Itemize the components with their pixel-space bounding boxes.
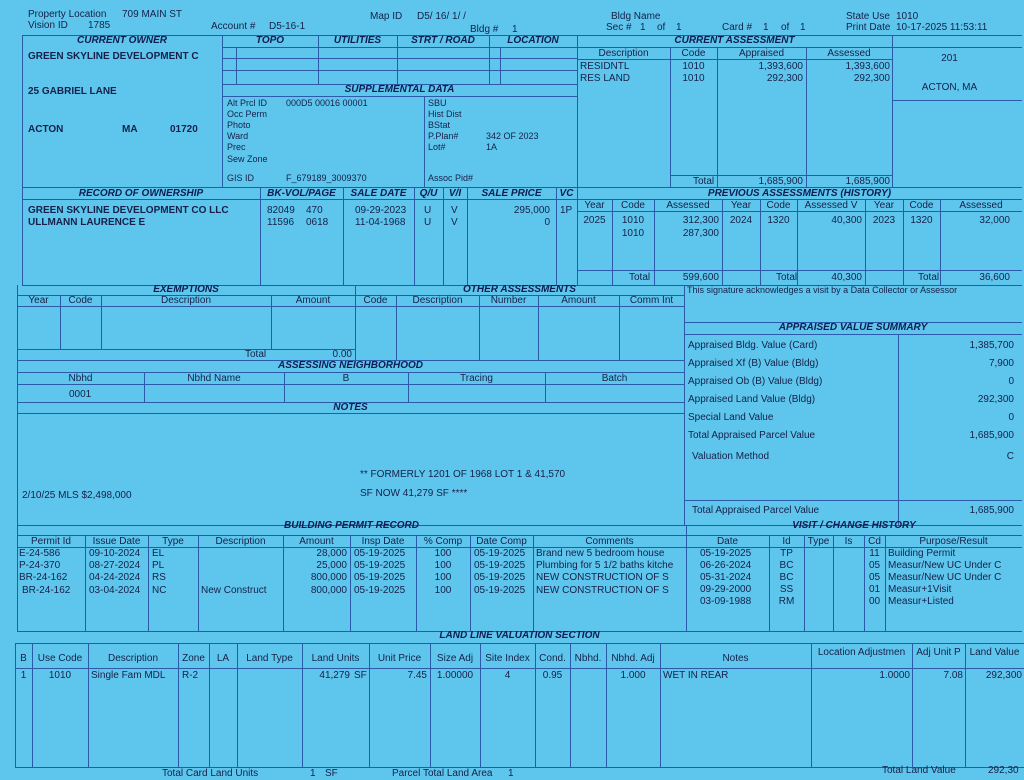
bldg-number: 1 xyxy=(512,24,518,35)
owner-state: MA xyxy=(122,124,138,135)
permit-date-comp: 05-19-2025 xyxy=(474,572,526,583)
permit-amount: 25,000 xyxy=(316,560,347,571)
bldg-name-label: Bldg Name xyxy=(611,11,661,22)
other-col-description: Description xyxy=(412,295,463,306)
prev-assessed: 32,000 xyxy=(979,215,1010,226)
land-col: Size Adj xyxy=(436,653,474,664)
prev-year: 2023 xyxy=(872,215,896,226)
ca-row-code: 1010 xyxy=(682,73,705,84)
ca-total-assessed: 1,685,900 xyxy=(845,176,890,187)
visit-col: Purpose/Result xyxy=(919,536,988,547)
permit-type: EL xyxy=(152,548,165,559)
land-col: Adj Unit P xyxy=(916,647,961,658)
land-col: LA xyxy=(216,653,230,664)
state-use-label: State Use xyxy=(846,11,890,22)
permits-heading: BUILDING PERMIT RECORD xyxy=(284,520,419,531)
sbu-label: SBU xyxy=(428,98,447,108)
ownership-bk: 82049 xyxy=(267,205,295,216)
ownership-date: 09-29-2023 xyxy=(355,205,407,216)
summary-label: Appraised Bldg. Value (Card) xyxy=(688,340,818,351)
pplan-label: P.Plan# xyxy=(428,131,459,141)
prev-total-label: Total xyxy=(776,272,798,283)
visits-heading: VISIT / CHANGE HISTORY xyxy=(792,520,916,531)
summary-value: C xyxy=(1006,451,1014,462)
visit-purpose: Measur+Listed xyxy=(888,596,954,607)
prev-total: 599,600 xyxy=(682,272,719,283)
gis-id-label: GIS ID xyxy=(227,173,255,183)
permit-comments: NEW CONSTRUCTION OF S xyxy=(536,585,669,596)
ca-row-code: 1010 xyxy=(682,61,705,72)
land-notes: WET IN REAR xyxy=(663,670,729,681)
permit-col: Amount xyxy=(299,536,334,547)
summary-label: Appraised Ob (B) Value (Bldg) xyxy=(688,376,823,387)
ca-total-label: Total xyxy=(693,176,715,187)
ownership-page: 0618 xyxy=(306,217,329,228)
summary-value: 292,300 xyxy=(977,394,1014,405)
summary-value: 0 xyxy=(1008,376,1014,387)
land-size-adj: 1.00000 xyxy=(436,670,474,681)
permit-amount: 28,000 xyxy=(316,548,347,559)
prev-year: 2024 xyxy=(729,215,753,226)
summary-label: Appraised Land Value (Bldg) xyxy=(688,394,816,405)
exemptions-col-amount: Amount xyxy=(295,295,331,306)
visit-date: 06-26-2024 xyxy=(700,560,752,571)
visit-cd: 01 xyxy=(868,584,881,595)
prev-code: 1320 xyxy=(910,215,933,226)
ownership-price: 295,000 xyxy=(513,205,550,216)
prev-col-code: Code xyxy=(621,200,645,211)
owner-name: GREEN SKYLINE DEVELOPMENT C xyxy=(28,51,199,62)
alt-prcl-id: 000D5 00016 00001 xyxy=(286,98,368,108)
photo-label: Photo xyxy=(227,120,251,130)
account-number: D5-16-1 xyxy=(269,21,306,32)
land-col: Cond. xyxy=(539,653,566,664)
ownership-qu: U xyxy=(424,217,432,228)
current-owner-heading: CURRENT OWNER xyxy=(77,35,167,46)
utilities-heading: UTILITIES xyxy=(333,35,382,46)
visit-purpose: Measur+1Visit xyxy=(888,584,952,595)
ownership-vc: 1P xyxy=(560,205,573,216)
land-col: Nbhd. xyxy=(574,653,602,664)
owner-address: 25 GABRIEL LANE xyxy=(28,86,117,97)
visit-id: TP xyxy=(780,548,793,559)
notes-line1: ** FORMERLY 1201 OF 1968 LOT 1 & 41,570 xyxy=(360,469,566,480)
permit-type: NC xyxy=(152,585,167,596)
summary-value: 1,685,900 xyxy=(969,430,1014,441)
ca-total-appraised: 1,685,900 xyxy=(758,176,803,187)
ownership-col-sale-price: SALE PRICE xyxy=(481,188,542,199)
permit-comp: 100 xyxy=(434,572,452,583)
lot-label: Lot# xyxy=(428,142,446,152)
ownership-bk: 11596 xyxy=(267,217,295,228)
vision-id: 1785 xyxy=(88,20,111,31)
ownership-date: 11-04-1968 xyxy=(355,217,406,228)
land-col: Nbhd. Adj xyxy=(611,653,655,664)
land-value: 292,300 xyxy=(985,670,1022,681)
visit-date: 05-31-2024 xyxy=(700,572,752,583)
summary-label: Special Land Value xyxy=(688,412,774,423)
strt-road-heading: STRT / ROAD xyxy=(411,35,475,46)
permit-date-comp: 05-19-2025 xyxy=(474,560,526,571)
permit-insp: 05-19-2025 xyxy=(354,560,406,571)
exemptions-col-year: Year xyxy=(28,295,49,306)
ownership-vi: V xyxy=(451,205,458,216)
visit-cd: 11 xyxy=(869,548,880,559)
ownership-col-bkvol: BK-VOL/PAGE xyxy=(267,188,336,199)
parcel-total-land-area: 1 xyxy=(508,768,514,779)
permit-type: RS xyxy=(152,572,166,583)
permit-col: % Comp xyxy=(423,536,463,547)
visit-id: BC xyxy=(779,572,794,583)
permit-comments: NEW CONSTRUCTION OF S xyxy=(536,572,669,583)
visit-cd: 00 xyxy=(868,596,881,607)
sec-of: 1 xyxy=(676,22,682,33)
exemptions-col-code: Code xyxy=(68,295,93,306)
visit-cd: 05 xyxy=(868,572,881,583)
total-card-land-units-label: Total Card Land Units xyxy=(162,768,259,779)
land-units: 41,279 xyxy=(319,670,350,681)
permit-comments: Brand new 5 bedroom house xyxy=(536,548,665,559)
vision-id-label: Vision ID xyxy=(28,20,68,31)
summary-total-label: Total Appraised Parcel Value xyxy=(692,505,820,516)
other-col-number: Number xyxy=(490,295,527,306)
total-land-value-label: Total Land Value xyxy=(882,765,956,776)
permit-issue: 08-27-2024 xyxy=(89,560,141,571)
land-unit-price: 7.45 xyxy=(407,670,427,681)
ca-row-assessed: 292,300 xyxy=(853,73,890,84)
permit-issue: 04-24-2024 xyxy=(89,572,141,583)
land-col: Description xyxy=(107,653,159,664)
prev-col-code: Code xyxy=(909,200,934,211)
summary-total: 1,685,900 xyxy=(969,505,1014,516)
map-id: D5/ 16/ 1/ / xyxy=(417,11,466,22)
neighborhood-heading: ASSESSING NEIGHBORHOOD xyxy=(277,360,424,371)
prev-assessed: 40,300 xyxy=(831,215,862,226)
permit-col: Insp Date xyxy=(361,536,405,547)
land-col: Land Value xyxy=(969,647,1020,658)
sec-of-label: of xyxy=(657,22,666,33)
prev-year: 2025 xyxy=(583,215,606,226)
permit-col: Type xyxy=(162,536,184,547)
other-col-comm-int: Comm Int xyxy=(629,295,674,306)
summary-value: 0 xyxy=(1008,412,1014,423)
prev-col-assessed: Assessed xyxy=(666,200,710,211)
visit-id: BC xyxy=(779,560,794,571)
visit-col: Type xyxy=(807,536,830,547)
ca-side-number: 201 xyxy=(941,53,958,64)
nbhd-col-b: B xyxy=(342,373,350,384)
land-col: Zone xyxy=(182,653,205,664)
visit-date: 09-29-2000 xyxy=(700,584,752,595)
notes-heading: NOTES xyxy=(333,402,368,413)
card-number: 1 xyxy=(763,22,769,33)
summary-label: Appraised Xf (B) Value (Bldg) xyxy=(688,358,819,369)
state-use: 1010 xyxy=(896,11,919,22)
land-col: Location Adjustmen xyxy=(817,647,906,658)
ca-col-appraised: Appraised xyxy=(738,48,785,59)
ownership-qu: U xyxy=(424,205,432,216)
ownership-col-vi: V/I xyxy=(448,188,462,199)
map-id-label: Map ID xyxy=(370,11,403,22)
land-cond: 0.95 xyxy=(542,670,563,681)
current-assessment-heading: CURRENT ASSESSMENT xyxy=(674,35,795,46)
visit-col: Is xyxy=(844,536,853,547)
prev-assessed: 312,300 xyxy=(682,215,719,226)
appraised-summary-heading: APPRAISED VALUE SUMMARY xyxy=(778,322,928,333)
visit-date: 03-09-1988 xyxy=(700,596,752,607)
other-assessments-heading: OTHER ASSESSMENTS xyxy=(463,284,576,295)
visit-id: RM xyxy=(778,596,795,607)
prev-col-year: Year xyxy=(584,200,605,211)
ownership-owner: GREEN SKYLINE DEVELOPMENT CO LLC xyxy=(28,205,229,216)
assoc-pid-label: Assoc Pid# xyxy=(428,173,474,183)
card-label: Card # xyxy=(722,22,753,33)
exemptions-heading: EXEMPTIONS xyxy=(153,284,219,295)
ward-label: Ward xyxy=(227,131,249,141)
previous-assessments-heading: PREVIOUS ASSESSMENTS (HISTORY) xyxy=(707,188,892,199)
prev-total: 40,300 xyxy=(831,272,862,283)
permit-id: E-24-586 xyxy=(19,548,61,559)
land-zone: R-2 xyxy=(182,670,199,681)
ownership-col-sale-date: SALE DATE xyxy=(350,188,407,199)
sew-zone-label: Sew Zone xyxy=(227,154,268,164)
permit-insp: 05-19-2025 xyxy=(354,548,406,559)
nbhd-col-nbhd: Nbhd xyxy=(68,373,93,384)
gis-id: F_679189_3009370 xyxy=(286,173,367,183)
prev-code: 1320 xyxy=(767,215,790,226)
permit-amount: 800,000 xyxy=(310,585,347,596)
ownership-price: 0 xyxy=(544,217,550,228)
permit-type: PL xyxy=(152,560,165,571)
exemptions-col-description: Description xyxy=(160,295,212,306)
nbhd-col-batch: Batch xyxy=(601,373,628,384)
land-col: Unit Price xyxy=(377,653,422,664)
permit-comments: Plumbing for 5 1/2 baths kitche xyxy=(536,560,674,571)
nbhd-value: 0001 xyxy=(69,389,92,400)
prev-total-label: Total xyxy=(918,272,940,283)
account-label: Account # xyxy=(211,21,256,32)
permit-issue: 03-04-2024 xyxy=(89,585,141,596)
ca-col-description: Description xyxy=(598,48,649,59)
total-card-land-units: 1 xyxy=(310,768,316,779)
signature-note: This signature acknowledges a visit by a Data Collector or Assessor xyxy=(687,285,958,295)
summary-label: Total Appraised Parcel Value xyxy=(688,430,816,441)
visit-col: Date xyxy=(716,536,739,547)
land-b: 1 xyxy=(20,670,27,681)
permit-comp: 100 xyxy=(434,585,452,596)
land-site-index: 4 xyxy=(504,670,511,681)
notes-mls: 2/10/25 MLS $2,498,000 xyxy=(22,490,132,501)
pplan-value: 342 OF 2023 xyxy=(486,131,539,141)
prev-code: 1010 xyxy=(621,215,645,226)
visit-purpose: Building Permit xyxy=(888,548,956,559)
visit-col: Id xyxy=(782,536,791,547)
permit-col: Description xyxy=(215,536,266,547)
summary-value: 7,900 xyxy=(988,358,1014,369)
permit-col: Date Comp xyxy=(476,536,527,547)
occ-perm-label: Occ Perm xyxy=(227,109,268,119)
nbhd-col-name: Nbhd Name xyxy=(187,373,241,384)
ownership-page: 470 xyxy=(306,205,323,216)
ca-col-assessed: Assessed xyxy=(827,48,871,59)
land-adj-unit-p: 7.08 xyxy=(943,670,963,681)
hist-dist-label: Hist Dist xyxy=(428,109,462,119)
ca-row-appraised: 1,393,600 xyxy=(758,61,803,72)
exemptions-total-label: Total xyxy=(245,349,267,360)
print-date: 10-17-2025 11:53:11 xyxy=(896,22,988,33)
prev-col-assessed-v: Assessed V xyxy=(804,200,858,211)
ca-side-town: ACTON, MA xyxy=(921,82,978,93)
land-col: Land Type xyxy=(246,653,293,664)
land-nbhd-adj: 1.000 xyxy=(620,670,646,681)
bstat-label: BStat xyxy=(428,120,451,130)
total-land-value: 292,30 xyxy=(988,765,1019,776)
print-date-label: Print Date xyxy=(846,22,891,33)
land-description: Single Fam MDL xyxy=(91,670,166,681)
permit-description: New Construct xyxy=(201,585,267,596)
permit-comp: 100 xyxy=(434,548,452,559)
notes-line2: SF NOW 41,279 SF **** xyxy=(360,488,468,499)
parcel-total-land-area-label: Parcel Total Land Area xyxy=(392,768,493,779)
ownership-col-vc: VC xyxy=(559,188,574,199)
visit-purpose: Measur/New UC Under C xyxy=(888,572,1002,583)
owner-city: ACTON xyxy=(28,124,64,135)
ownership-col-qu: Q/U xyxy=(419,188,438,199)
prev-code: 1010 xyxy=(621,228,645,239)
permit-col: Comments xyxy=(585,536,634,547)
ownership-owner: ULLMANN LAURENCE E xyxy=(28,217,146,228)
permit-date-comp: 05-19-2025 xyxy=(474,585,526,596)
land-col: Site Index xyxy=(485,653,530,664)
permit-col: Issue Date xyxy=(92,536,141,547)
sec-label: Sec # xyxy=(606,22,632,33)
prev-total-label: Total xyxy=(629,272,651,283)
land-loc-adj: 1.0000 xyxy=(879,670,910,681)
bldg-label: Bldg # xyxy=(470,24,499,35)
total-card-land-units-type: SF xyxy=(325,768,338,779)
card-of: 1 xyxy=(800,22,806,33)
land-col: Use Code xyxy=(37,653,83,664)
prev-assessed: 287,300 xyxy=(682,228,719,239)
permit-insp: 05-19-2025 xyxy=(354,585,406,596)
prec-label: Prec xyxy=(227,142,246,152)
lot-value: 1A xyxy=(486,142,498,152)
location-heading: LOCATION xyxy=(507,35,559,46)
ca-row-assessed: 1,393,600 xyxy=(845,61,890,72)
permit-insp: 05-19-2025 xyxy=(354,572,406,583)
ca-col-code: Code xyxy=(681,48,706,59)
topo-heading: TOPO xyxy=(255,35,285,46)
permit-id: BR-24-162 xyxy=(22,585,71,596)
permit-amount: 800,000 xyxy=(310,572,347,583)
supplemental-heading: SUPPLEMENTAL DATA xyxy=(344,84,455,95)
property-location-label: Property Location xyxy=(28,9,107,20)
land-col: Notes xyxy=(722,653,749,664)
land-units-type: SF xyxy=(354,670,367,681)
nbhd-col-tracing: Tracing xyxy=(460,373,493,384)
permit-date-comp: 05-19-2025 xyxy=(474,548,526,559)
ca-row-description: RES LAND xyxy=(580,73,631,84)
summary-label: Valuation Method xyxy=(692,451,770,462)
land-use-code: 1010 xyxy=(48,670,72,681)
other-col-code: Code xyxy=(363,295,388,306)
visit-col: Cd xyxy=(868,536,881,547)
ownership-vi: V xyxy=(451,217,458,228)
prev-col-code: Code xyxy=(766,200,791,211)
owner-zip: 01720 xyxy=(170,124,198,135)
prev-col-assessed: Assessed xyxy=(959,200,1003,211)
summary-value: 1,385,700 xyxy=(969,340,1014,351)
ownership-heading: RECORD OF OWNERSHIP xyxy=(78,188,204,199)
sec-number: 1 xyxy=(640,22,646,33)
visit-date: 05-19-2025 xyxy=(700,548,752,559)
permit-col: Permit Id xyxy=(30,536,71,547)
prev-col-year: Year xyxy=(730,200,752,211)
card-of-label: of xyxy=(781,22,790,33)
visit-cd: 05 xyxy=(868,560,881,571)
ca-row-description: RESIDNTL xyxy=(580,61,630,72)
prev-col-year: Year xyxy=(873,200,895,211)
permit-id: BR-24-162 xyxy=(19,572,68,583)
exemptions-total: 0.00 xyxy=(332,349,352,360)
land-col: Land Units xyxy=(311,653,360,664)
visit-id: SS xyxy=(779,584,794,595)
other-col-amount: Amount xyxy=(561,295,596,306)
alt-prcl-id-label: Alt Prcl ID xyxy=(227,98,268,108)
permit-id: P-24-370 xyxy=(19,560,61,571)
prev-total: 36,600 xyxy=(979,272,1010,283)
permit-comp: 100 xyxy=(434,560,452,571)
ca-row-appraised: 292,300 xyxy=(766,73,803,84)
land-col: B xyxy=(20,653,27,664)
land-heading: LAND LINE VALUATION SECTION xyxy=(439,630,600,641)
property-location: 709 MAIN ST xyxy=(122,9,183,20)
permit-issue: 09-10-2024 xyxy=(89,548,141,559)
visit-purpose: Measur/New UC Under C xyxy=(888,560,1002,571)
